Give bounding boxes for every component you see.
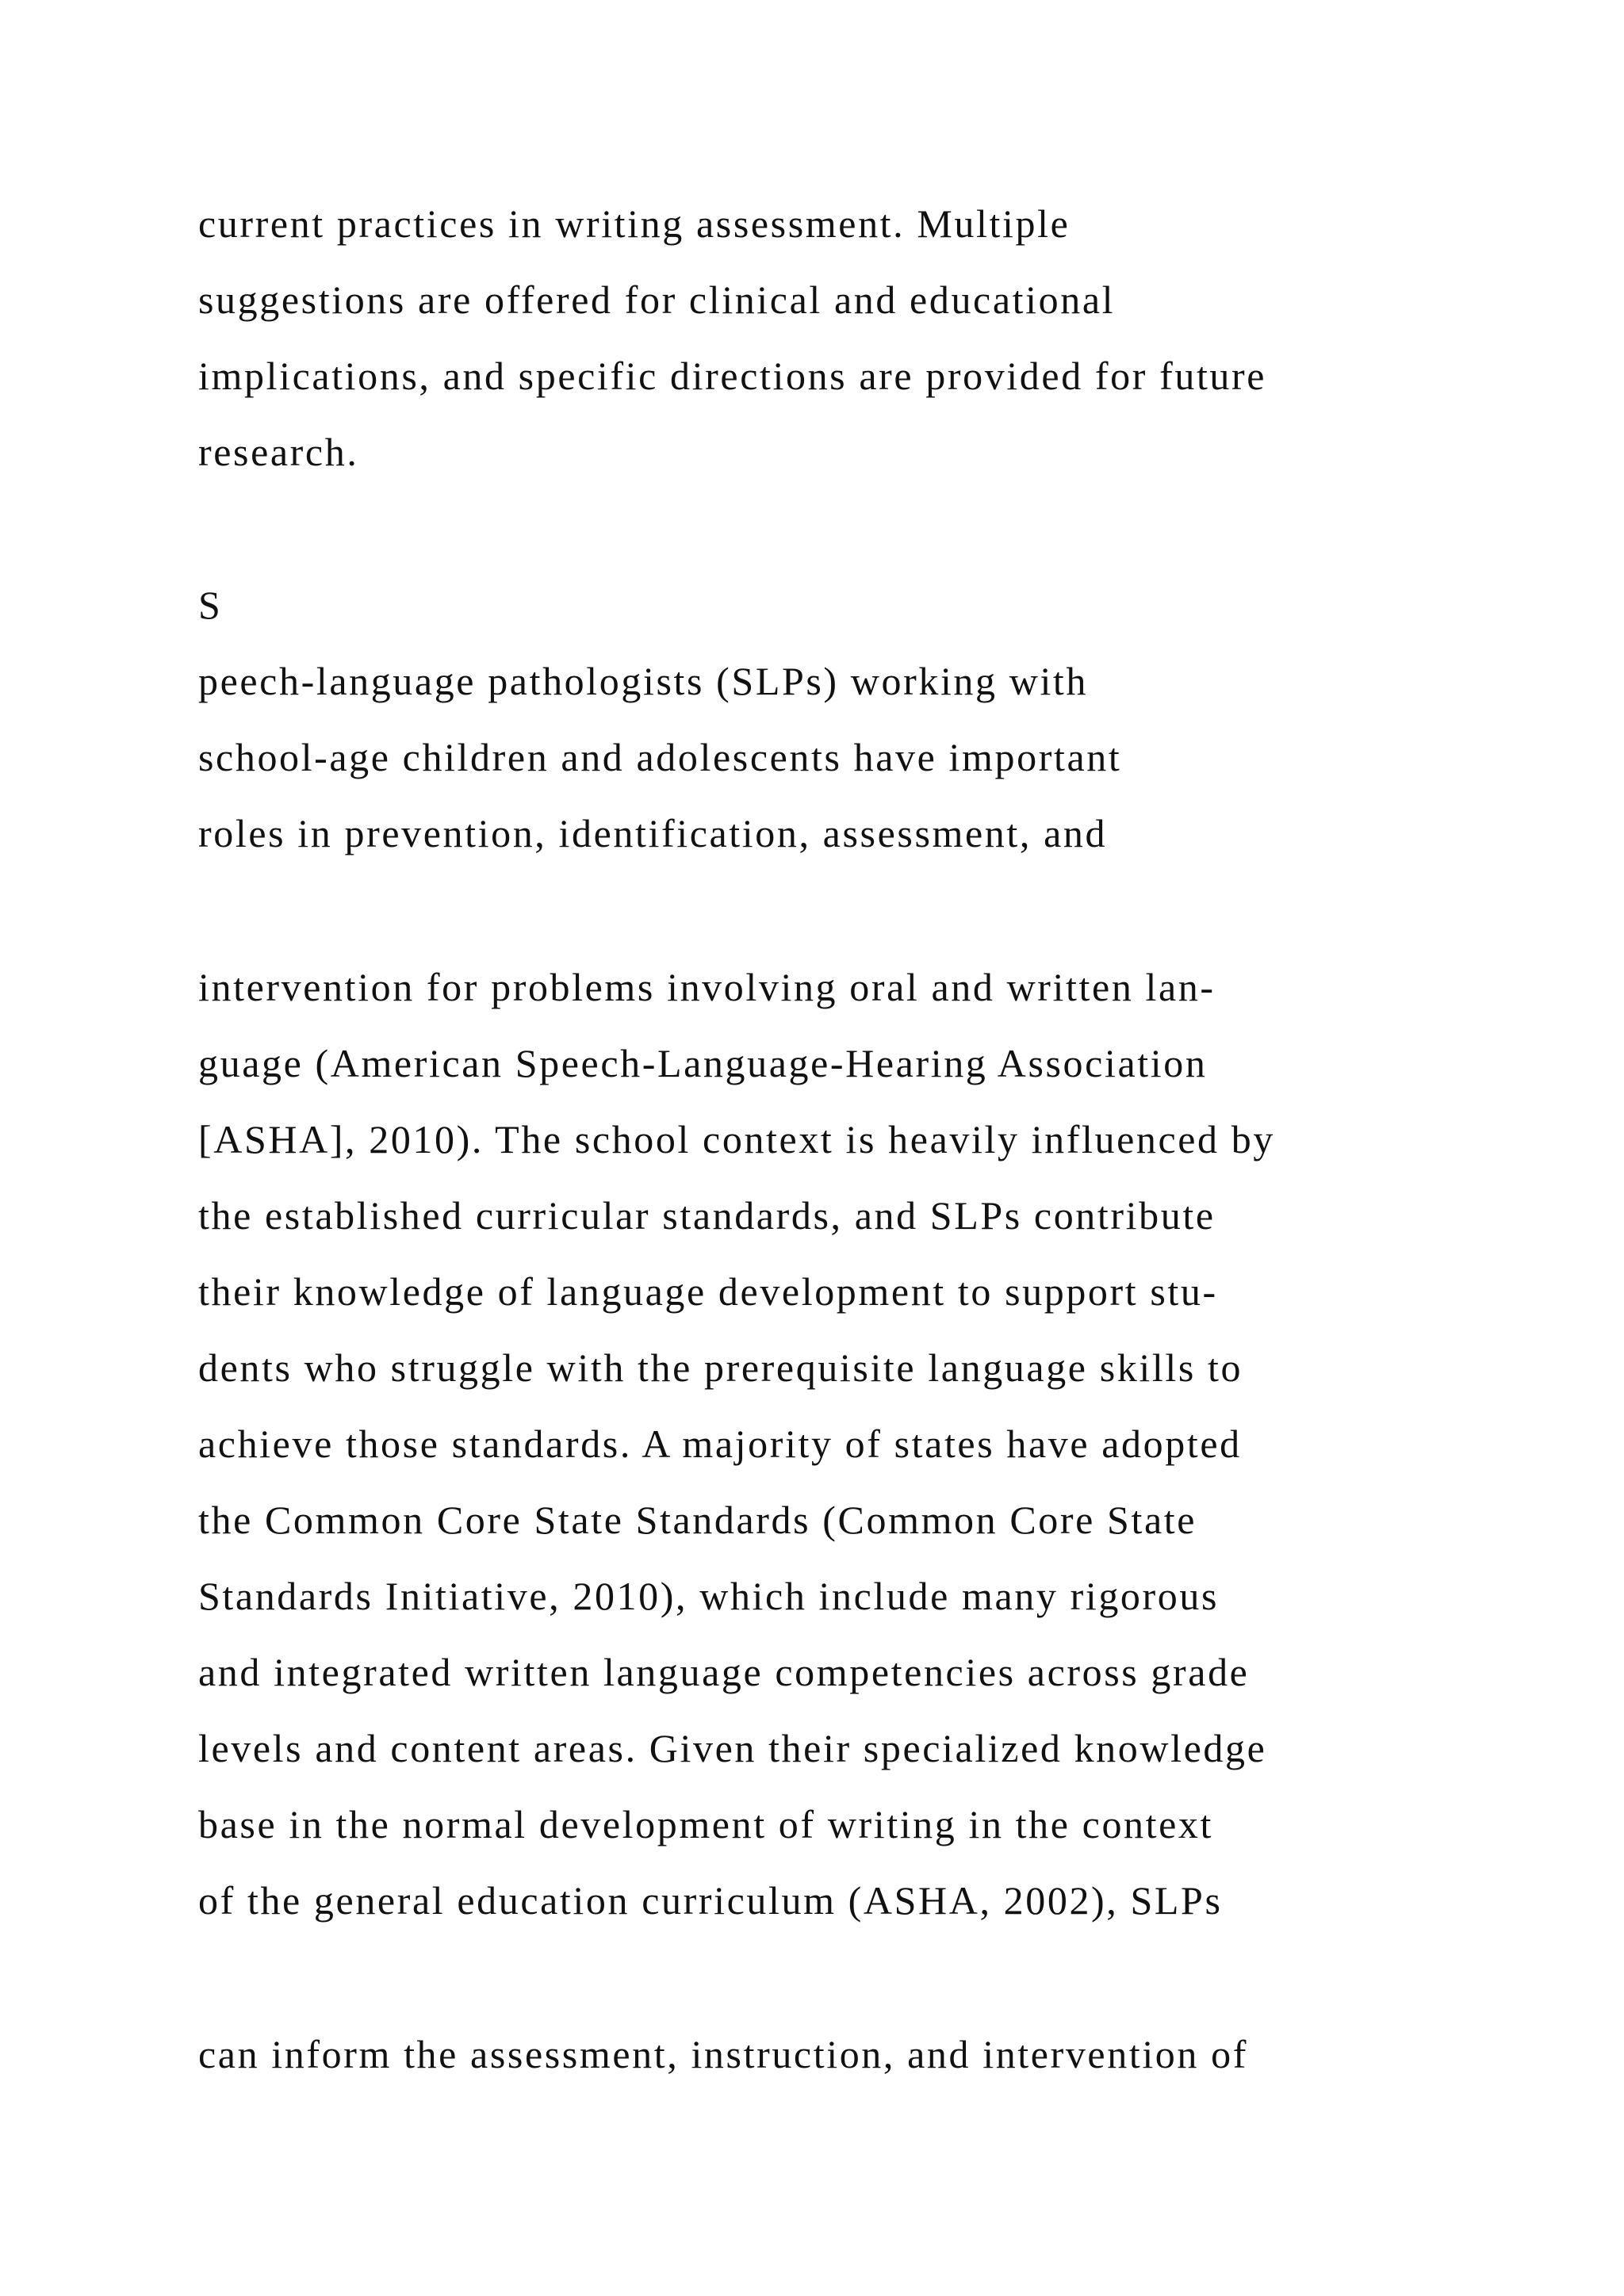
text-line: the Common Core State Standards (Common Core State — [198, 1498, 1197, 1542]
text-line: their knowledge of language development to support stu- — [198, 1269, 1218, 1314]
text-line: school-age children and adolescents have important — [198, 735, 1122, 779]
text-line: research. — [198, 430, 359, 474]
text-line: guage (American Speech-Language-Hearing Association — [198, 1041, 1208, 1085]
text-line: intervention for problems involving oral and written lan- — [198, 965, 1216, 1009]
text-line: of the general education curriculum (ASHA, 2002), SLPs — [198, 1878, 1223, 1923]
text-line: suggestions are offered for clinical and educational — [198, 277, 1116, 322]
text-line: dents who struggle with the prerequisite language skills to — [198, 1345, 1243, 1390]
text-line: levels and content areas. Given their specialized knowledge — [198, 1726, 1267, 1770]
text-line: [ASHA], 2010). The school context is heavily influenced by — [198, 1117, 1275, 1161]
text-line: roles in prevention, identification, assessment, and — [198, 811, 1108, 855]
text-line: implications, and specific directions are provided for future — [198, 354, 1267, 398]
text-line: peech-language pathologists (SLPs) working with — [198, 659, 1089, 703]
text-line: current practices in writing assessment. Multiple — [198, 201, 1071, 246]
text-line: and integrated written language competencies across grade — [198, 1650, 1250, 1694]
text-line: can inform the assessment, instruction, and intervention of — [198, 2032, 1248, 2076]
text-line: Standards Initiative, 2010), which include many rigorous — [198, 1574, 1220, 1618]
text-line: achieve those standards. A majority of states have adopted — [198, 1422, 1242, 1466]
text-line: base in the normal development of writing in the context — [198, 1802, 1214, 1846]
drop-cap-letter: S — [198, 583, 223, 627]
text-line: the established curricular standards, and SLPs contribute — [198, 1193, 1216, 1238]
